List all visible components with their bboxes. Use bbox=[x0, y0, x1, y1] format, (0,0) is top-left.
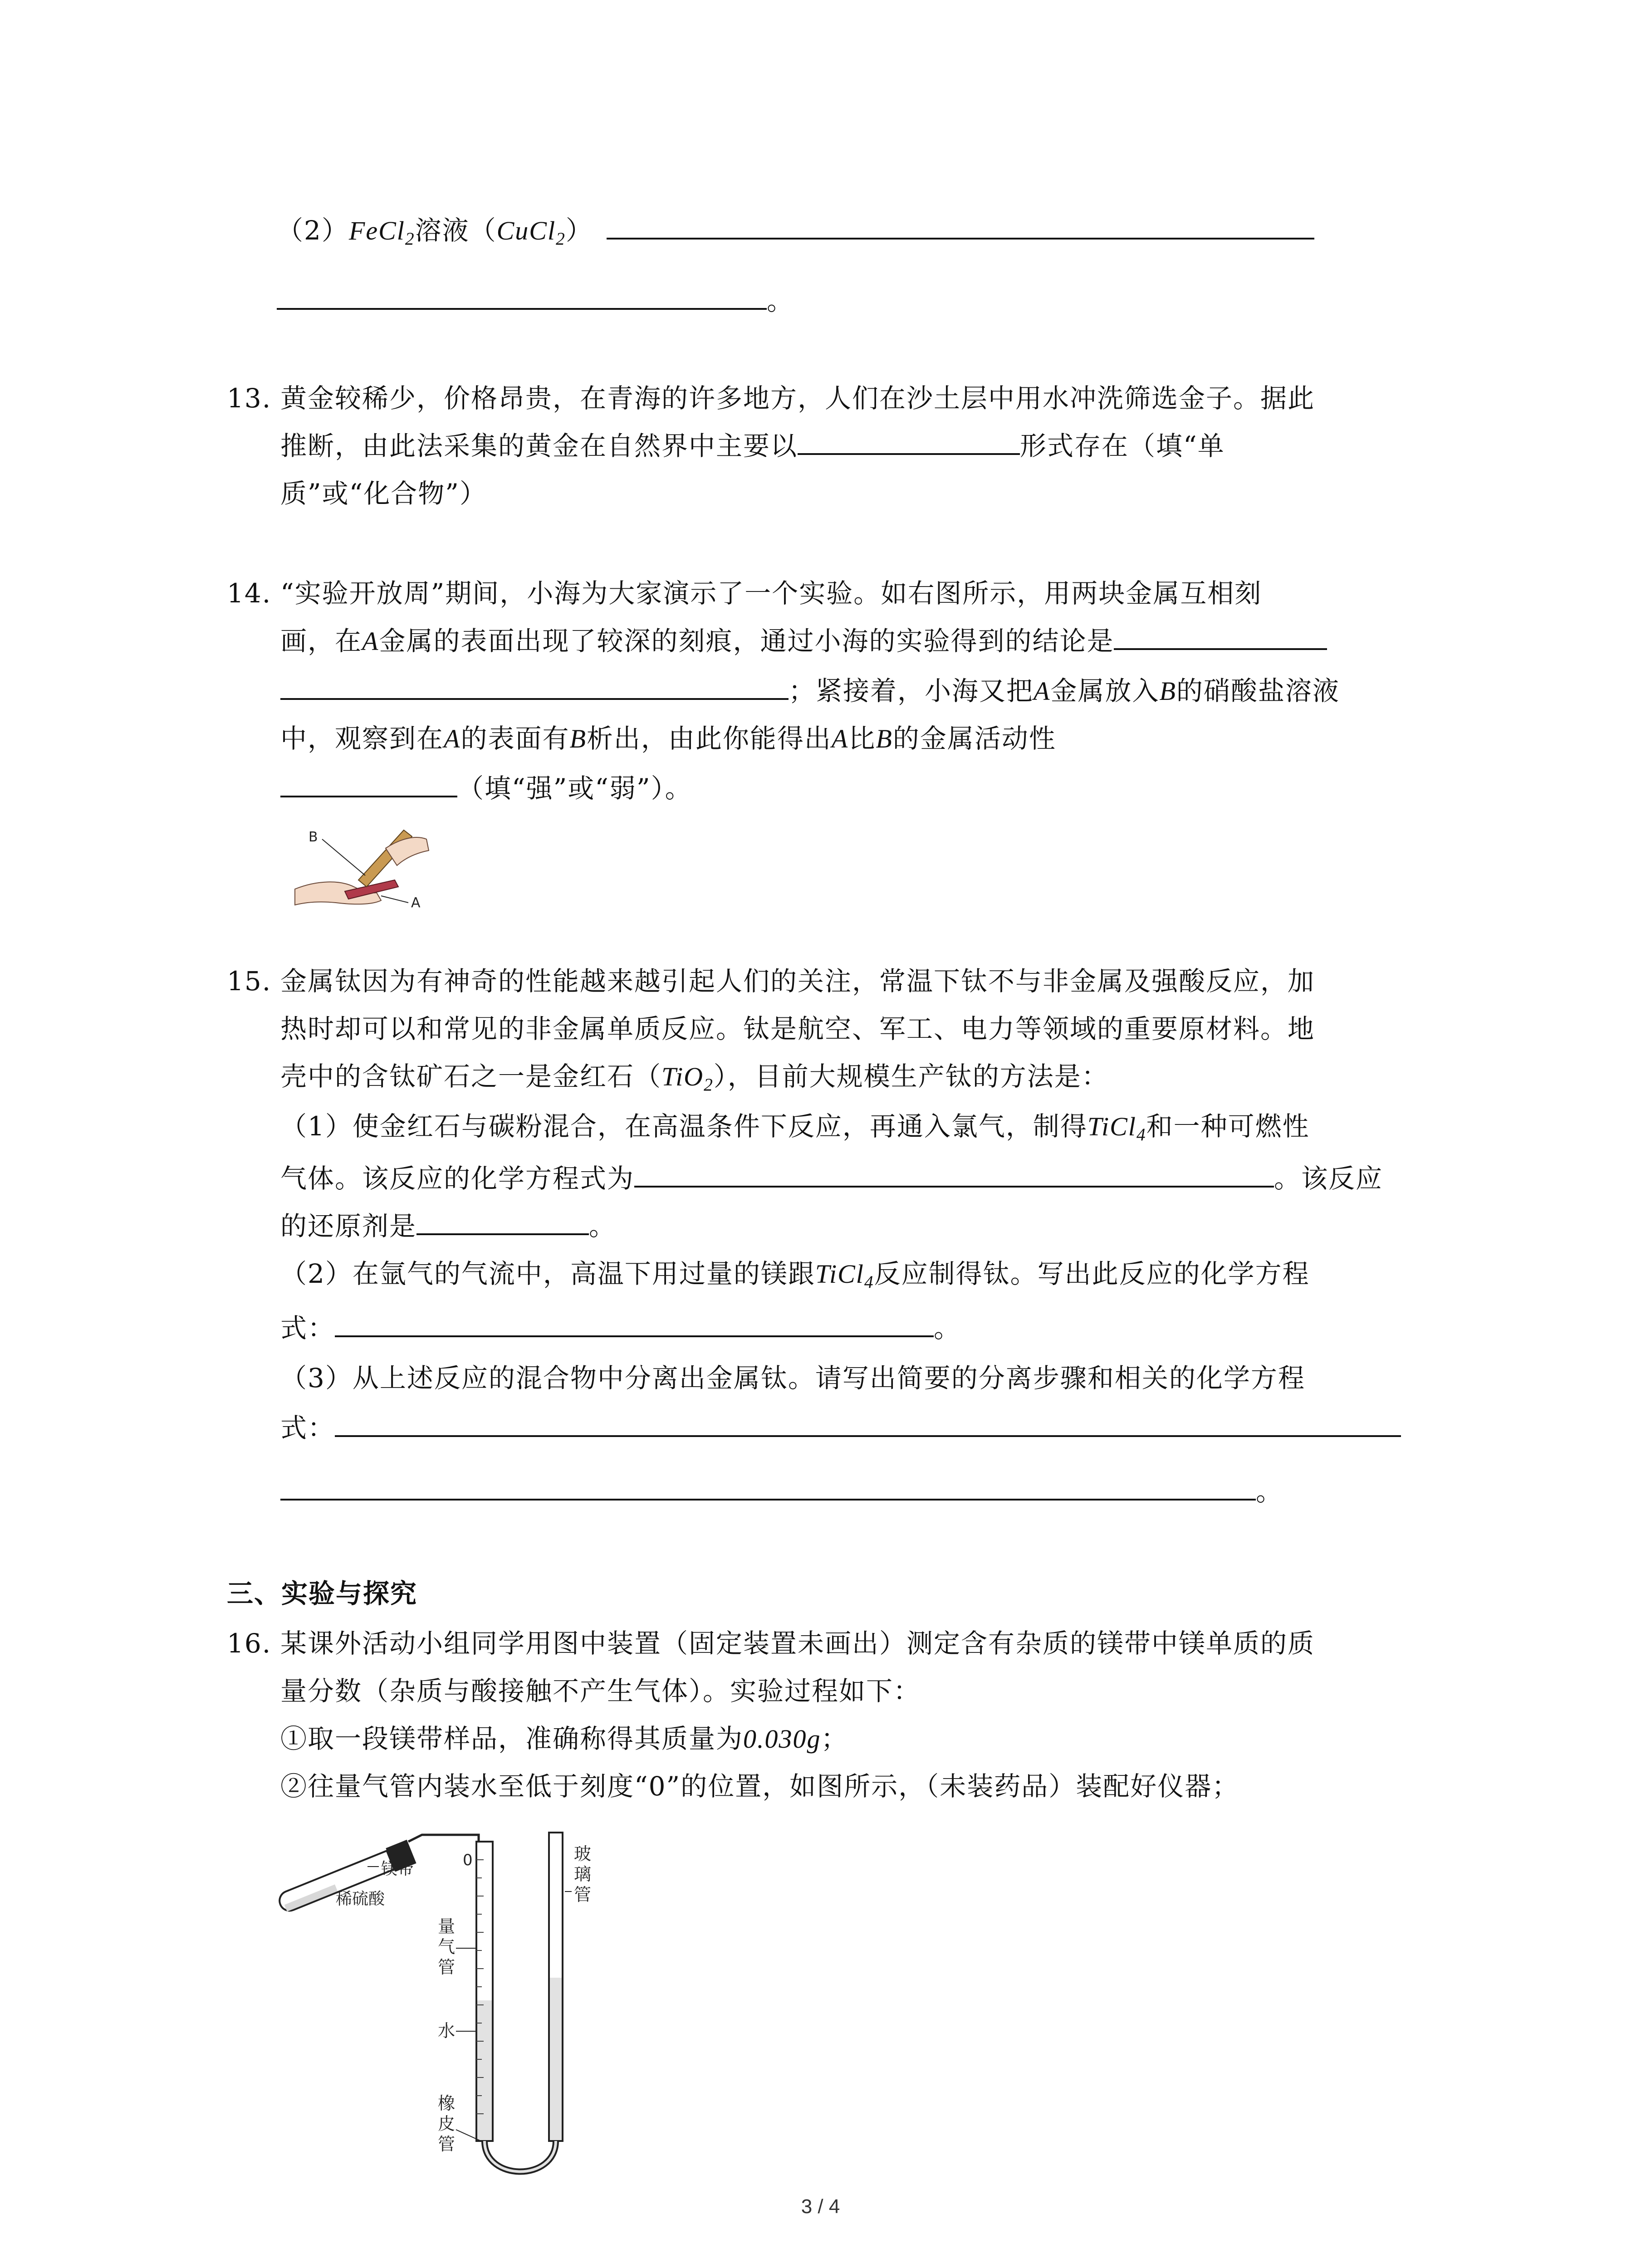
q15-line3: 壳中的含钛矿石之一是金红石（TiO$_2$），目前大规模生产钛的方法是： bbox=[280, 1061, 1109, 1095]
fig-label-a: A bbox=[411, 895, 421, 911]
q14-line4: 中，观察到在A的表面有B析出，由此你能得出A比B的金属活动性 bbox=[280, 723, 1056, 754]
q12-answer-blank-2[interactable] bbox=[277, 285, 767, 310]
label-water: 水 bbox=[438, 2021, 456, 2041]
q15-reducer-blank[interactable] bbox=[416, 1211, 589, 1235]
q15-separation-blank-1[interactable] bbox=[335, 1413, 1401, 1437]
q15-part1-line2: 气体。该反应的化学方程式为 。该反应 bbox=[280, 1163, 1383, 1194]
gas-burette-apparatus-figure bbox=[272, 1823, 617, 2186]
q15-equation-blank-1[interactable] bbox=[634, 1163, 1274, 1188]
q16-step1: ①取一段镁带样品，准确称得其质量为0.030g； bbox=[280, 1723, 848, 1754]
q14-line1: “实验开放周”期间，小海为大家演示了一个实验。如右图所示，用两块金属互相刻 bbox=[280, 578, 1262, 609]
label-dilute-acid: 稀硫酸 bbox=[336, 1890, 385, 1908]
q15-separation-blank-2[interactable] bbox=[280, 1476, 1256, 1501]
q15-line2: 热时却可以和常见的非金属单质反应。钛是航空、军工、电力等领域的重要原材料。地 bbox=[280, 1013, 1315, 1044]
q15-part2-line1: （2）在氩气的气流中，高温下用过量的镁跟TiCl$_4$反应制得钛。写出此反应的化学方程 bbox=[280, 1258, 1310, 1292]
q15-line1: 金属钛因为有神奇的性能越来越引起人们的关注，常温下钛不与非金属及强酸反应，加 bbox=[280, 966, 1315, 997]
q15-equation-blank-2[interactable] bbox=[335, 1313, 934, 1337]
q14-activity-blank[interactable] bbox=[280, 773, 457, 797]
q14-conclusion-blank-2[interactable] bbox=[280, 675, 789, 700]
label-magnesium: 镁带 bbox=[381, 1860, 414, 1878]
q14-line3: ；紧接着，小海又把A金属放入B的硝酸盐溶液 bbox=[280, 674, 1340, 709]
q12-answer-blank-1[interactable] bbox=[607, 215, 1314, 240]
label-gas-3: 管 bbox=[438, 1957, 456, 1977]
label-glass-2: 璃 bbox=[574, 1864, 592, 1884]
q14-line5: （填“强”或“弱”）。 bbox=[280, 771, 692, 806]
q12-continuation-line: 。 bbox=[277, 284, 794, 318]
q15-part3-line1: （3）从上述反应的混合物中分离出金属钛。请写出简要的分离步骤和相关的化学方程 bbox=[280, 1363, 1305, 1393]
q13-line1: 黄金较稀少，价格昂贵，在青海的许多地方，人们在沙土层中用水冲洗筛选金子。据此 bbox=[280, 383, 1315, 414]
section-heading: 三、实验与探究 bbox=[227, 1578, 418, 1609]
q13-line2: 推断，由此法采集的黄金在自然界中主要以 形式存在（填“单 bbox=[280, 430, 1225, 461]
label-glass-3: 管 bbox=[574, 1885, 592, 1905]
q15-part3-line3: 。 bbox=[280, 1474, 1283, 1509]
label-zero-mark: 0 bbox=[463, 1851, 473, 1869]
label-gas-2: 气 bbox=[438, 1937, 456, 1957]
q14-conclusion-blank-1[interactable] bbox=[1114, 626, 1327, 650]
label-rubber-2: 皮 bbox=[438, 2114, 456, 2134]
q16-number: 16. bbox=[227, 1628, 272, 1659]
q13-line3: 质”或“化合物”） bbox=[280, 478, 487, 509]
label-rubber-3: 管 bbox=[438, 2134, 456, 2154]
q16-line2: 量分数（杂质与酸接触不产生气体）。实验过程如下： bbox=[280, 1676, 921, 1706]
page-number: 3 / 4 bbox=[801, 2195, 840, 2218]
q15-part1-line3: 的还原剂是 。 bbox=[280, 1211, 617, 1242]
q13-number: 13. bbox=[227, 383, 272, 414]
q14-number: 14. bbox=[227, 578, 272, 609]
q16-step2: ②往量气管内装水至低于刻度“0”的位置，如图所示，（未装药品）装配好仪器； bbox=[280, 1771, 1239, 1802]
q14-line2: 画，在A金属的表面出现了较深的刻痕，通过小海的实验得到的结论是 bbox=[280, 624, 1327, 659]
q13-answer-blank[interactable] bbox=[798, 430, 1020, 455]
label-gas-1: 量 bbox=[438, 1916, 456, 1936]
fig-label-b: B bbox=[309, 829, 318, 845]
q15-part3-line2: 式： bbox=[280, 1411, 1401, 1445]
q15-part2-line2: 式： 。 bbox=[280, 1313, 961, 1344]
metal-scratch-figure bbox=[290, 812, 440, 916]
q15-part1-line1: （1）使金红石与碳粉混合，在高温条件下反应，再通入氯气，制得TiCl$_4$和一种可燃性 bbox=[280, 1111, 1310, 1145]
q15-number: 15. bbox=[227, 966, 272, 997]
label-rubber-1: 橡 bbox=[438, 2093, 456, 2113]
q16-line1: 某课外活动小组同学用图中装置（固定装置未画出）测定含有杂质的镁带中镁单质的质 bbox=[280, 1628, 1315, 1659]
q12-part2-line: （2）FeCl$_2$溶液（CuCl$_2$） bbox=[277, 213, 1314, 248]
label-glass-1: 玻 bbox=[574, 1844, 592, 1864]
